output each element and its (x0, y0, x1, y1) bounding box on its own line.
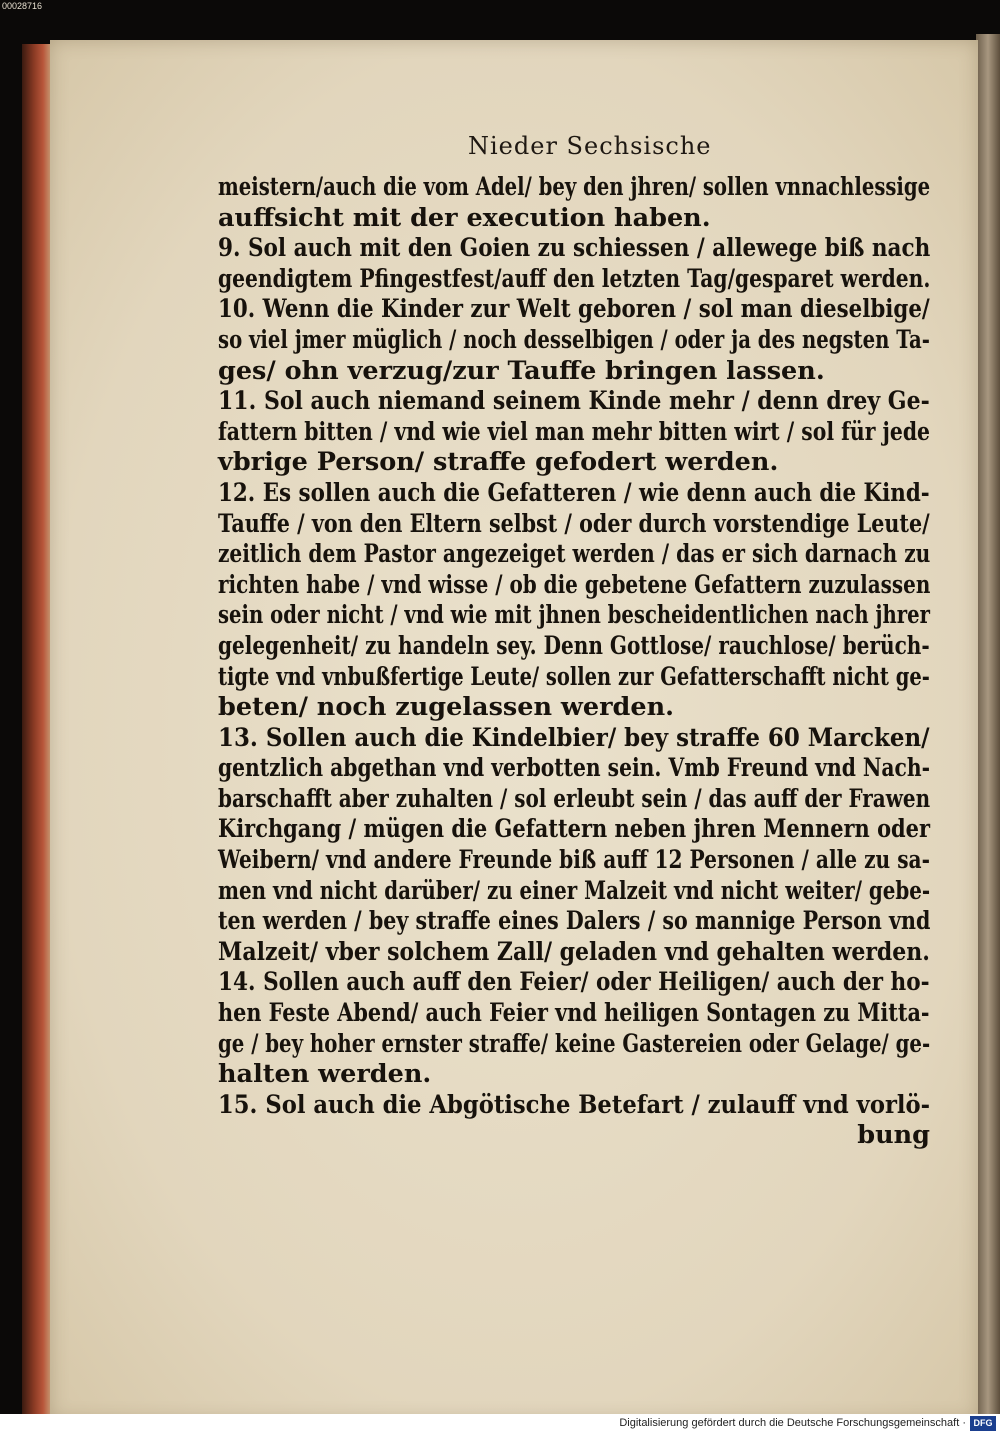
text-line: 15. Sol auch die Abgötische Betefart / zulauff vnd vorlö- (218, 1089, 931, 1120)
footer-bar (0, 1414, 1000, 1434)
text-line: ten werden / bey straffe eines Dalers / so mannige Person vnd (218, 906, 931, 937)
text-line: 14. Sollen auch auff den Feier/ oder Heiligen/ auch der ho- (218, 967, 930, 998)
catchword: bung (857, 1120, 930, 1151)
book-cover-edge (976, 34, 1000, 1424)
text-line: Weibern/ vnd andere Freunde biß auff 12 Personen / alle zu sa- (218, 845, 930, 876)
text-line: vbrige Person/ straffe gefodert werden. (218, 447, 779, 478)
text-line: so viel jmer müglich / noch desselbigen / oder ja des negsten Ta- (218, 324, 930, 355)
text-line: 12. Es sollen auch die Gefatteren / wie denn auch die Kind- (218, 477, 930, 508)
text-line: auffsicht mit der execution haben. (218, 202, 711, 233)
text-line: 10. Wenn die Kinder zur Welt geboren / sol man dieselbige/ (218, 294, 930, 325)
text-line: hen Feste Abend/ auch Feier vnd heiligen Sontagen zu Mitta- (218, 998, 930, 1029)
text-line: beten/ noch zugelassen werden. (218, 692, 674, 723)
body-text (218, 172, 930, 1151)
text-line: geendigtem Pfingestfest/auff den letzten Tag/gesparet werden. (218, 263, 931, 294)
text-line: tigte vnd vnbußfertige Leute/ sollen zur Gefatterschafft nicht ge- (218, 661, 930, 692)
text-line: barschafft aber zuhalten / sol erleubt sein / das auff der Frawen (218, 783, 931, 814)
funding-notice: Digitalisierung gefördert durch die Deutsche Forschungsgemeinschaft · (619, 1417, 966, 1429)
text-line: halten werden. (218, 1059, 432, 1090)
text-line: 9. Sol auch mit den Goien zu schiessen / allewege biß nach (218, 233, 931, 264)
text-line: fattern bitten / vnd wie viel man mehr bitten wirt / sol für jede (218, 416, 931, 447)
text-line: gelegenheit/ zu handeln sey. Denn Gottlose/ rauchlose/ berüch- (218, 630, 930, 661)
text-line: ges/ ohn verzug/zur Tauffe bringen lassen. (218, 355, 825, 386)
text-line: richten habe / vnd wisse / ob die gebetene Gefattern zuzulassen (218, 569, 931, 600)
book-page-edges (22, 44, 52, 1418)
text-line: ge / bey hoher ernster straffe/ keine Gastereien oder Gelage/ ge- (218, 1028, 931, 1059)
running-head: Nieder Sechsische (468, 132, 712, 160)
text-line: sein oder nicht / vnd wie mit jhnen bescheidentlichen nach jhrer (218, 600, 930, 631)
dfg-logo-icon: DFG (970, 1416, 996, 1431)
text-line: men vnd nicht darüber/ zu einer Malzeit vnd nicht weiter/ gebe- (218, 875, 931, 906)
text-line: meistern/auch die vom Adel/ bey den jhren/ sollen vnnachlessige (218, 172, 931, 202)
text-line: Malzeit/ vber solchem Zall/ geladen vnd gehalten werden. (218, 936, 930, 967)
text-line: 11. Sol auch niemand seinem Kinde mehr / denn drey Ge- (218, 386, 930, 417)
text-line: Tauffe / von den Eltern selbst / oder durch vorstendige Leute/ (218, 508, 930, 539)
text-line: gentzlich abgethan vnd verbotten sein. Vmb Freund vnd Nach- (218, 753, 931, 784)
text-line: Kirchgang / mügen die Gefattern neben jhren Mennern oder (218, 814, 931, 845)
text-line: 13. Sollen auch die Kindelbier/ bey straffe 60 Marcken/ (218, 722, 930, 753)
text-line: zeitlich dem Pastor angezeiget werden / das er sich darnach zu (218, 539, 931, 570)
scan-id: 00028716 (2, 1, 43, 11)
